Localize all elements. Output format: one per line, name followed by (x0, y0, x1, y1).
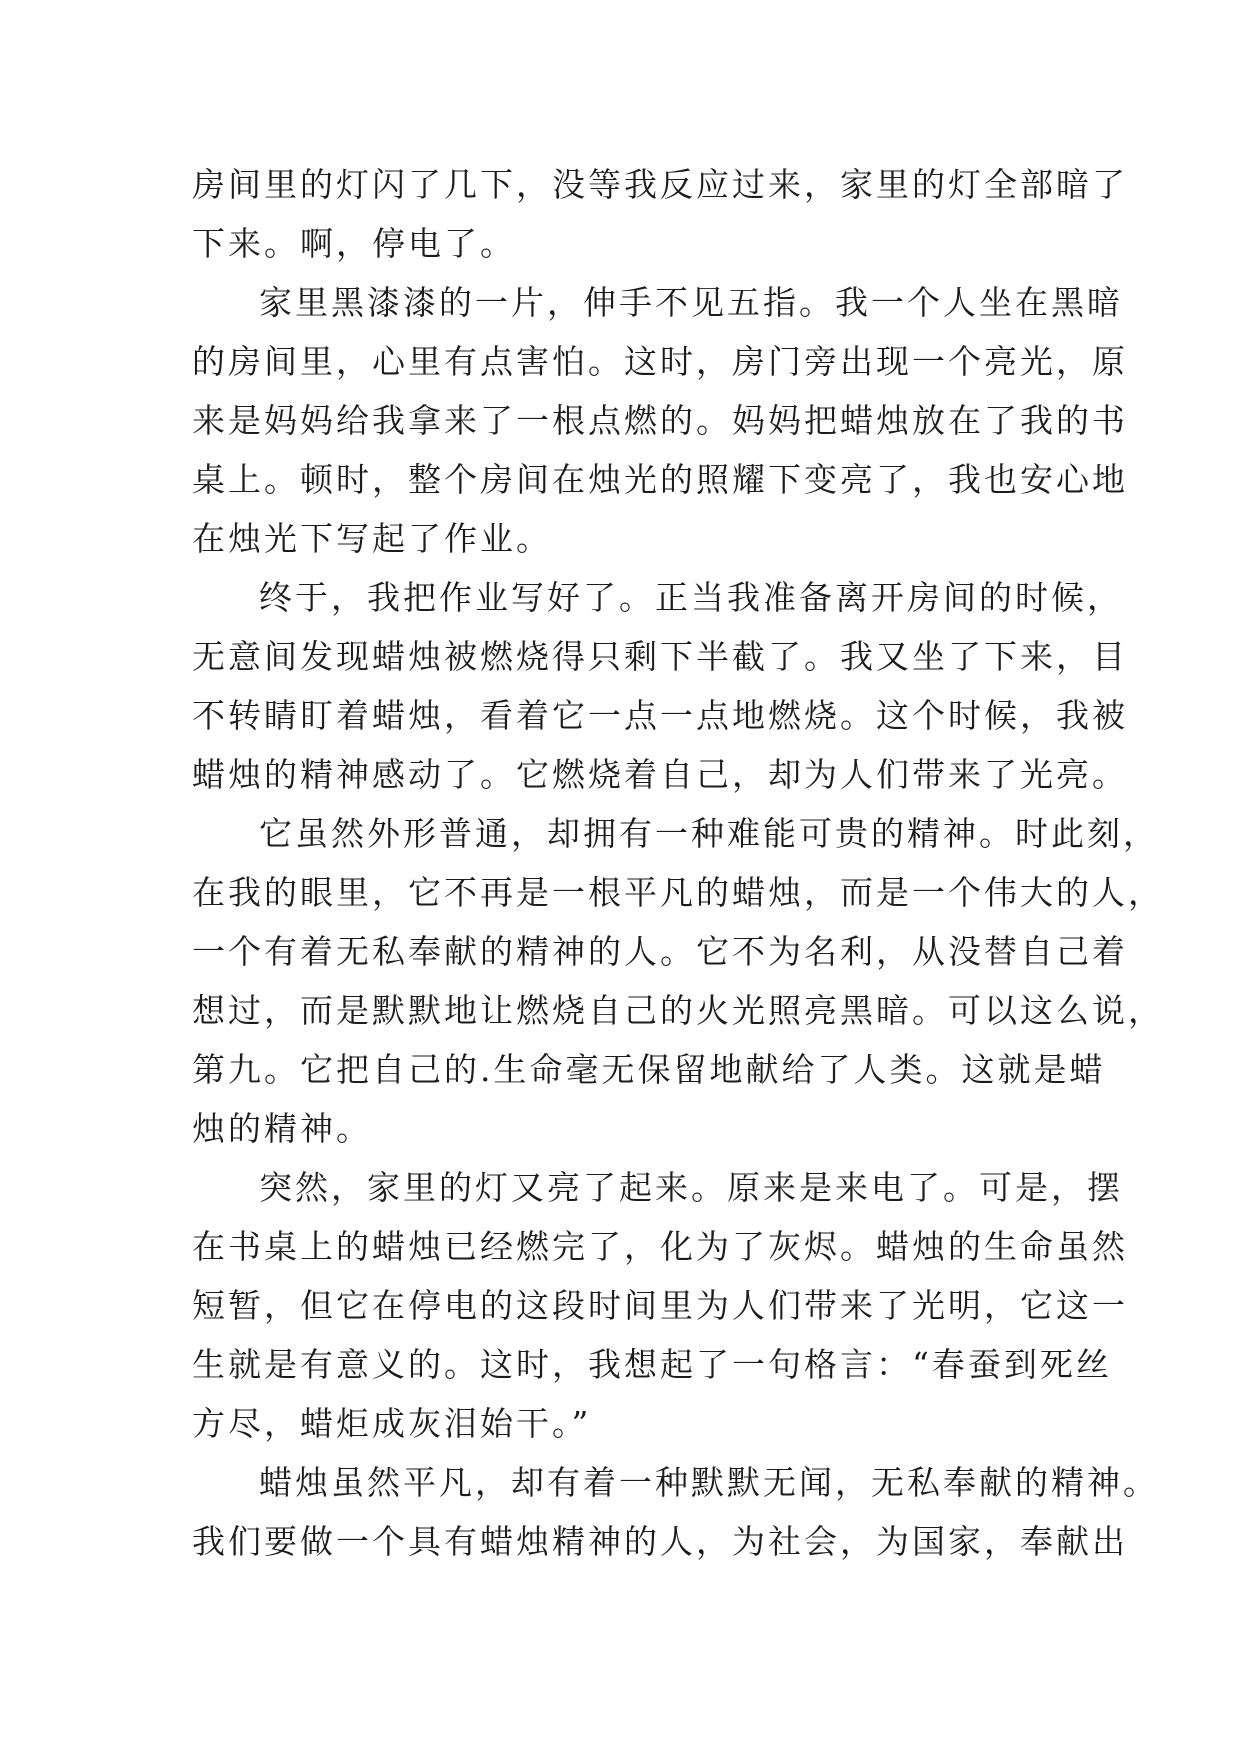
paragraph-first-line: 终于，我把作业写好了。正当我准备离开房间的时候， (259, 578, 1123, 617)
paragraph-first-line: 它虽然外形普通，却拥有一种难能可贵的精神。时此刻， (259, 814, 1159, 853)
text-line: 桌上。顿时，整个房间在烛光的照耀下变亮了，我也安心地 (192, 460, 1128, 499)
paragraph-first-line: 突然，家里的灯又亮了起来。原来是来电了。可是，摆 (259, 1168, 1123, 1207)
text-line: 不转睛盯着蜡烛，看着它一点一点地燃烧。这个时候，我被 (192, 696, 1128, 735)
text-line: 我们要做一个具有蜡烛精神的人，为社会，为国家，奉献出 (192, 1522, 1128, 1561)
text-line: 一个有着无私奉献的精神的人。它不为名利，从没替自己着 (192, 932, 1128, 971)
document-body (192, 155, 1164, 1571)
text-line: 在书桌上的蜡烛已经燃完了，化为了灰烬。蜡烛的生命虽然 (192, 1227, 1128, 1266)
text-line: 想过，而是默默地让燃烧自己的火光照亮黑暗。可以这么说， (192, 991, 1164, 1030)
text-line: 在烛光下写起了作业。 (192, 519, 552, 558)
text-line: 无意间发现蜡烛被燃烧得只剩下半截了。我又坐了下来，目 (192, 637, 1128, 676)
text-line: 短暂，但它在停电的这段时间里为人们带来了光明，它这一 (192, 1286, 1128, 1325)
text-line: 房间里的灯闪了几下，没等我反应过来，家里的灯全部暗了 (192, 165, 1128, 204)
text-line: 下来。啊，停电了。 (192, 224, 516, 263)
text-line: 方尽，蜡炬成灰泪始干。” (192, 1404, 592, 1443)
paragraph-first-line: 家里黑漆漆的一片，伸手不见五指。我一个人坐在黑暗 (259, 283, 1123, 322)
text-line: 第九。它把自己的.生命毫无保留地献给了人类。这就是蜡 (192, 1050, 1106, 1089)
text-line: 蜡烛的精神感动了。它燃烧着自己，却为人们带来了光亮。 (192, 755, 1128, 794)
text-line: 在我的眼里，它不再是一根平凡的蜡烛，而是一个伟大的人， (192, 873, 1164, 912)
text-line: 烛的精神。 (192, 1109, 372, 1148)
text-line: 来是妈妈给我拿来了一根点燃的。妈妈把蜡烛放在了我的书 (192, 401, 1128, 440)
text-line: 的房间里，心里有点害怕。这时，房门旁出现一个亮光，原 (192, 342, 1128, 381)
paragraph-first-line: 蜡烛虽然平凡，却有着一种默默无闻，无私奉献的精神。 (259, 1463, 1159, 1502)
text-line: 生就是有意义的。这时，我想起了一句格言：“春蚕到死丝 (192, 1345, 1112, 1384)
